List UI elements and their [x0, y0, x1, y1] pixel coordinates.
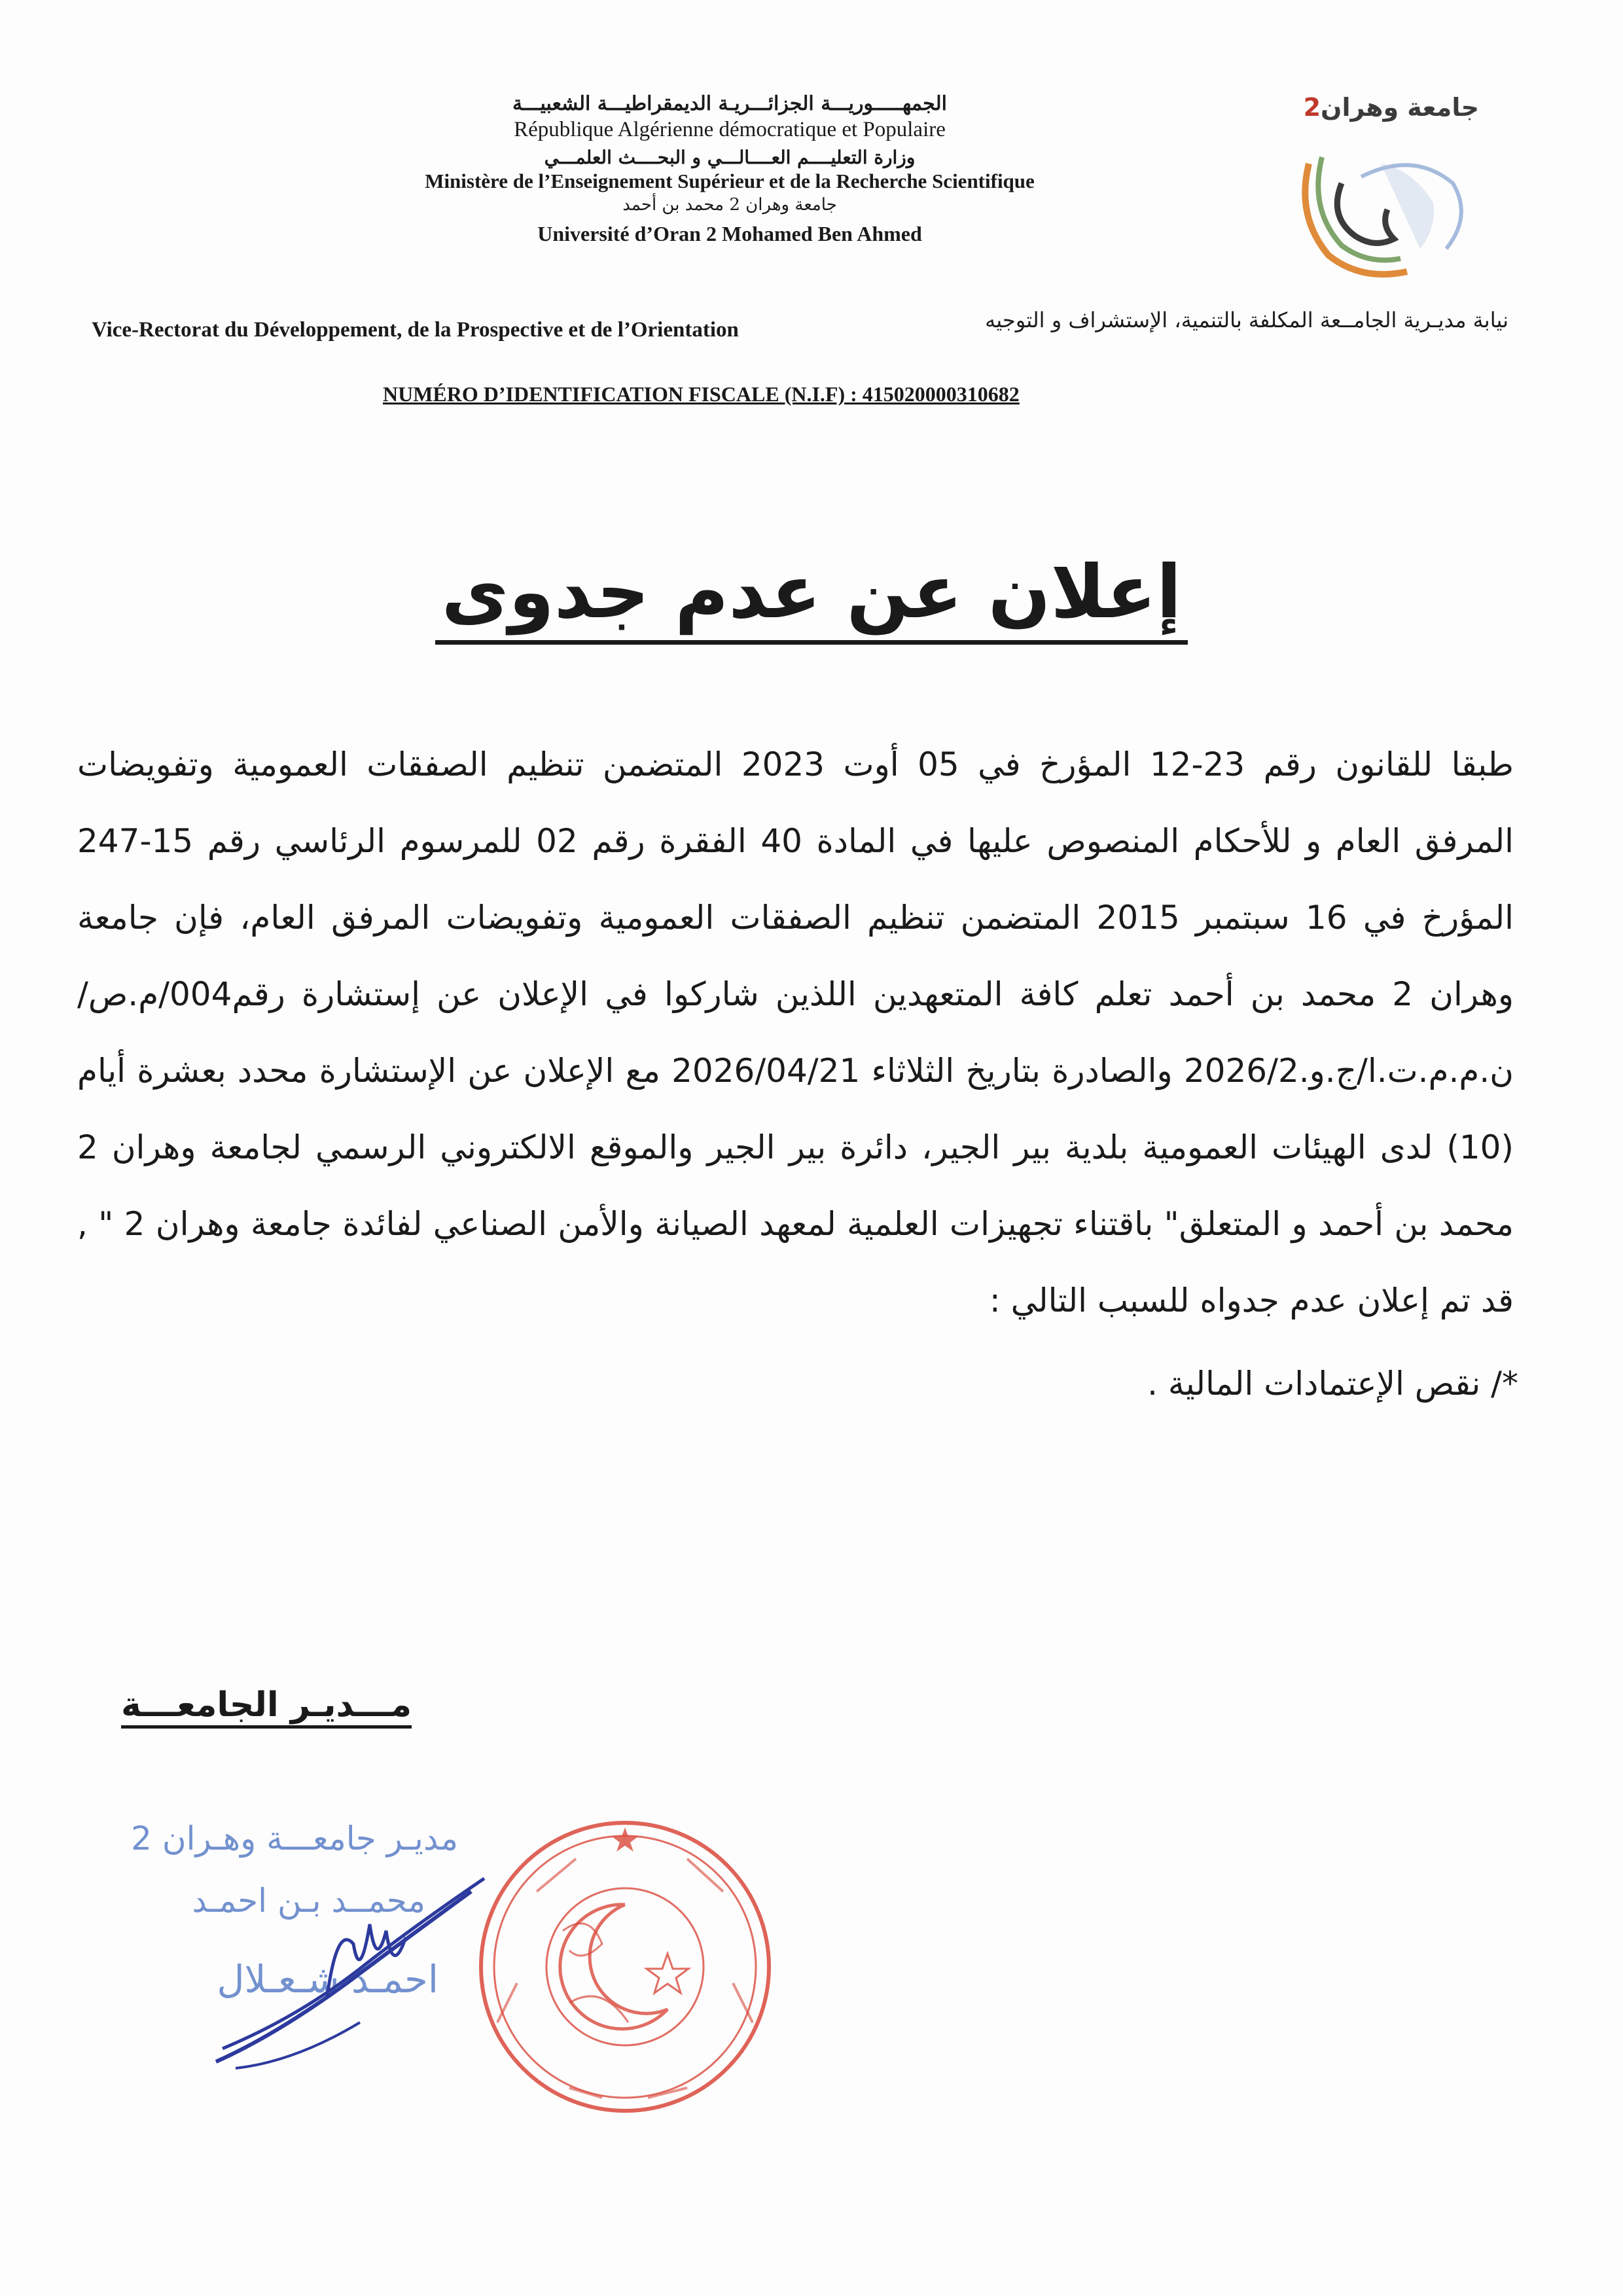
vice-rectorate-arabic: نيابة مديـرية الجامــعة المكلفة بالتنمية، الإستشراف و التوجيه	[985, 308, 1508, 332]
body-paragraph: طبقا للقانون رقم 23-12 المؤرخ في 05 أوت 2023 المتضمن تنظيم الصفقات العمومية وتفويضات المرفق العام و للأحكام المنصوص عليها في المادة 40 الفقرة رقم 02 للمرسوم الرئاسي رقم 15-247 المؤرخ في 16 سبتمبر 2015 المتضمن تنظيم الصفقات العمومية وتفويضات المرفق العام، فإن جامعة وهران 2 محمد بن أحمد تعلم كافة المتعهدين اللذين شاركوا في الإعلان عن إستشارة رقم004/م.ص/ن.م.م.ت.ا/ج.و.2026/2 والصادرة بتاريخ الثلاثاء 2026/04/21 مع الإعلان عن الإستشارة محدد بعشرة أيام (10) لدى الهيئات العمومية بلدية بير الجير، دائرة بير الجير والموقع الالكتروني الرسمي لجامعة وهران 2 محمد بن أحمد و المتعلق" باقتناء تجهيزات العلمية لمعهد الصيانة والأمن الصناعي لفائدة جامعة وهران 2 " , قد تم إعلان عدم جدواه للسبب التالي :	[77, 745, 1514, 1319]
vice-rectorate-french: Vice-Rectorat du Développement, de la Prospective et de l’Orientation	[92, 318, 739, 342]
university-logo	[1283, 85, 1479, 288]
logo-number: 2	[1303, 93, 1321, 122]
ministry-arabic: وزارة التعليــــم العــــالـــي و البحــــث العلمـــي	[544, 146, 916, 168]
handwritten-signature	[196, 1865, 510, 2088]
tax-id-number: NUMÉRO D’IDENTIFICATION FISCALE (N.I.F) : 415020000310682	[383, 382, 1020, 406]
stamp-line-3: احمـد شـعـلال	[217, 1957, 438, 2001]
logo-wordmark	[1283, 93, 1479, 122]
letterhead	[308, 92, 1152, 247]
announcement-body	[77, 726, 1514, 1339]
republic-french: République Algérienne démocratique et Populaire	[514, 117, 946, 141]
director-title: مـــديـر الجامعـــة	[121, 1685, 412, 1725]
university-arabic: جامعة وهران 2 محمد بن أحمد	[622, 194, 837, 215]
ministry-french: Ministère de l’Enseignement Supérieur et de la Recherche Scientifique	[425, 169, 1035, 192]
university-french: Université d’Oran 2 Mohamed Ben Ahmed	[537, 222, 922, 245]
republic-arabic: الجمهـــــوريـــة الجزائـــريـة الديمقراطيـــة الشعبيـــة	[512, 92, 947, 115]
official-round-seal	[471, 1813, 779, 2121]
stamp-line-1: مديـر جامعـــة وهـران 2	[131, 1820, 458, 1857]
stamp-line-2: محمــد بـن احمـد	[192, 1882, 425, 1920]
announcement-title	[0, 550, 1623, 635]
reason-line: */ نقص الإعتمادات المالية .	[1147, 1365, 1518, 1403]
announcement-title-text: إعلان عن عدم جدوى	[435, 550, 1188, 645]
logo-name: جامعة وهران	[1321, 93, 1479, 122]
